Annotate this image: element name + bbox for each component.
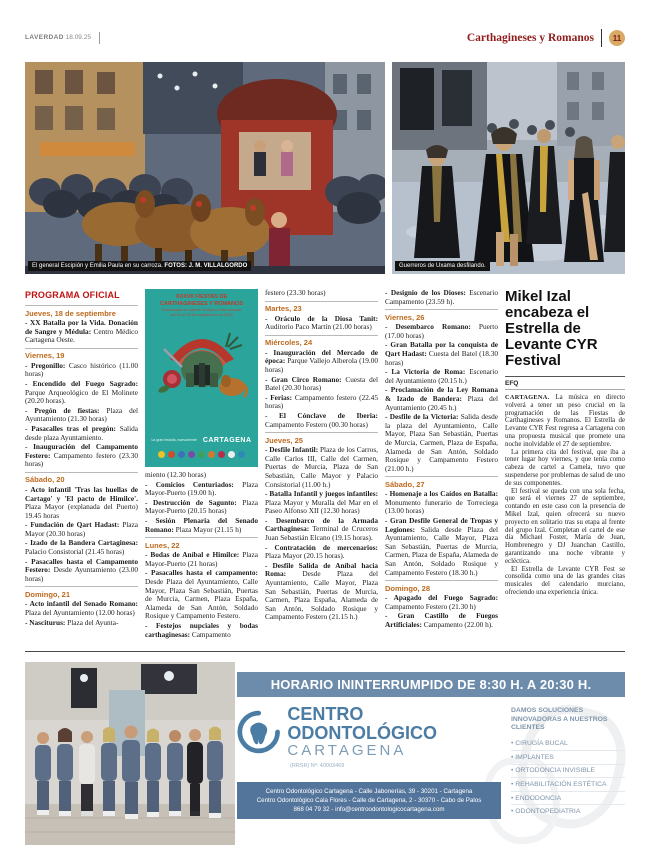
program-entry: - Gran Castillo de Fuegos Artificiales: Campamento (22.00 h). (385, 611, 498, 629)
sponsor-logos (145, 445, 258, 463)
photo-caption-right (395, 261, 490, 271)
program-day-section (25, 348, 138, 469)
program-column-body (385, 289, 498, 630)
program-entry: - Inauguración del Campamento Festero: Campamento festero (23.30 horas) (25, 442, 138, 469)
header-divider (601, 29, 602, 47)
poster-tagline: La gran historia, nuevamente (151, 438, 197, 443)
contact-line[interactable]: 868 04 79 32 - info@centroodontologicocartagena.com (293, 806, 445, 813)
address-line: Centro Odontológico Cala Flores - Calle de Cartagena, 2 - 30370 - Cabo de Palos (256, 797, 482, 804)
sponsor-logo (168, 451, 175, 458)
program-day-section (265, 432, 378, 622)
ad-identity-block (237, 705, 505, 819)
service-item: • IMPLANTES (511, 751, 625, 765)
program-column-body (145, 471, 258, 639)
service-item: • ORTODONCIA INVISIBLE (511, 765, 625, 779)
brand-and-date (25, 32, 100, 44)
program-column-2 (145, 289, 258, 648)
article-column (505, 289, 625, 648)
program-entry: - Pregón de fiestas: Plaza del Ayuntamiento (21.30 horas) (25, 405, 138, 424)
opening-hours-banner: HORARIO ININTERRUMPIDO DE 8:30 H. A 20:30 H. (237, 672, 625, 697)
program-day-section (145, 471, 258, 534)
program-day-section (25, 586, 138, 627)
program-entry-continuation: miento (12.30 horas) (145, 470, 206, 479)
newspaper-brand: LAVERDAD (25, 34, 64, 41)
article-paragraph: La primera cita del festival, que iba a tener lugar hoy viernes, y que tenía como cabeza de cartel a Camela, tuvo que suspenderse por problemas de salud de uno de sus componentes. (505, 448, 625, 487)
services-list (511, 738, 625, 819)
program-entry: - Pasacalles tras el pregón: Salida desde plaza Ayuntamiento. (25, 423, 138, 442)
sponsor-logo (228, 451, 235, 458)
poster-helmet-illustration (152, 319, 252, 411)
program-entry: - Batalla Infantil y juegos infantiles: Plaza Mayor y Muralla del Mar en el Paseo Alfonso XII (12.30 horas) (265, 489, 378, 516)
sponsor-logo (158, 451, 165, 458)
program-entry: - Contratación de mercenarios: Plaza Mayor (20.15 horas). (265, 542, 378, 561)
program-day-section (385, 476, 498, 577)
program-entry: - Proclamación de la Ley Romana & Izado de Bandera: Plaza del Ayuntamiento (20.45 h.) (385, 385, 498, 412)
program-entry: - XX Batalla por la Vida. Donación de Sangre y Médula: Centro Médico Cartagena Oeste. (25, 318, 138, 345)
program-entry: - Acto infantil 'Tras las huellas de Cartago' y 'El pacto de Himilce'. Plaza Mayor (explanada del Puerto) 19.45 horas (25, 484, 138, 520)
program-entry: - Fundación de Qart Hadast: Plaza Mayor (20.30 horas) (25, 520, 138, 538)
poster-city: CARTAGENA (202, 436, 252, 444)
article-byline: EFQ (505, 376, 625, 390)
section-header (467, 29, 625, 47)
content-ad-divider (25, 651, 625, 652)
program-entry: - Festejos nupciales y bodas carthaginesas: Campamento (145, 620, 258, 639)
registry-number: (RRSR) Nº: 40003469 (290, 763, 345, 769)
day-heading: Viernes, 26 (385, 312, 425, 322)
sponsor-logo (208, 451, 215, 458)
article-paragraph: El Estrella de Levante CYR Fest se consolida como una de las grandes citas musicales del calendario murciano, ofreciendo una experiencia única. (505, 565, 625, 596)
program-column-3 (265, 289, 378, 648)
address-box (237, 782, 501, 819)
program-entry: - El Cónclave de Iberia: Campamento Festero (00.30 horas) (265, 410, 378, 429)
article-headline: Mikel Izal encabeza el Estrella de Levante CYR Festival (505, 289, 598, 369)
festival-poster (145, 289, 258, 467)
caption-credit: FOTOS: J. M. VILLALGORDO (164, 263, 248, 269)
day-heading: Domingo, 28 (385, 583, 431, 593)
sponsor-logo (198, 451, 205, 458)
day-heading: Lunes, 22 (145, 540, 180, 550)
day-heading: Miércoles, 24 (265, 338, 313, 348)
article-paragraph: El festival se queda con una sola fecha, que será el viernes 27 de septiembre, contando en este caso con la presencia de Mikel Izal, quien ofrecerá su nuevo proyecto en solitario tras su etapa al frente del grupo Izal. Completan el cartel de ese día Michael Foster, María de Juan, Hombrenegro y DJ Juanchan Castillo, garantizando una noche vibrante y ecléctica. (505, 487, 625, 565)
photo-caption-left (28, 261, 251, 271)
article-body (505, 394, 625, 597)
program-entry: - Acto infantil del Senado Romano: Plaza del Ayuntamiento (12.00 horas) (25, 599, 138, 618)
clinic-city: CARTAGENA (287, 742, 407, 759)
program-day-section (25, 305, 138, 345)
day-heading: Martes, 23 (265, 304, 302, 314)
program-entry: - Apagado del Fuego Sagrado: Campamento Festero (21.30 h) (385, 593, 498, 611)
page-number-badge: 11 (609, 30, 625, 46)
clinic-team-photo (25, 662, 235, 845)
dateline: CARTAGENA. (505, 394, 556, 401)
sponsor-logo (218, 451, 225, 458)
program-title: PROGRAMA OFICIAL (25, 290, 120, 300)
ad-main-row (237, 705, 625, 819)
day-heading: Jueves, 18 de septiembre (25, 308, 116, 318)
program-entry: - Pasacalles hasta el Campamento Festero: Desde Ayuntamiento (23.00 horas) (25, 556, 138, 583)
program-entry: - Nasciturus: Plaza del Ayunta- (25, 617, 119, 627)
day-heading: Sábado, 27 (385, 479, 425, 489)
program-day-section (265, 289, 378, 298)
program-entry: - Sesión Plenaria del Senado Romano: Plaza Mayor (21.15 h) (145, 515, 258, 534)
services-block (505, 705, 625, 819)
program-entry: - Pasacalles hasta el campamento: Desde Plaza del Ayuntamiento, Calle Mayor, Plaza San Sebastián, Puertas de Murcia, Carmen, Plaza España, Alameda de San Antón, Soldado Rosique y Campamento Festero. (145, 568, 258, 621)
masthead (25, 28, 625, 48)
main-content (25, 289, 625, 648)
program-day-section (385, 309, 498, 473)
day-heading: Sábado, 20 (25, 475, 65, 485)
article-paragraph: CARTAGENA. La música en directo volverá a tener un peso crucial en la programación de las Fiestas de Carthagineses y Romanos. El Estrella de Levante CYR Fest regresa a Cartagena con una propuesta musical que promete una noche inolvidable el 27 de septiembre. (505, 394, 625, 448)
day-heading: Viernes, 19 (25, 351, 65, 361)
program-entry: - Pregonillo: Casco histórico (11.00 horas) (25, 360, 138, 379)
program-entry: - Designio de los Dioses: Escenario Campamento (23.59 h). (385, 289, 498, 306)
parade-carriage-photo (25, 62, 385, 274)
program-entry: - Homenaje a los Caídos en Batalla: Monumento funerario de Torreciega (13.00 horas) (385, 489, 498, 516)
program-entry: - Desfile Salida de Aníbal hacia Roma: Desde Plaza del Ayuntamiento, Calle Mayor, Plaza San Sebastián, Puertas de Murcia, Carmen, Plaza España, Alameda de San Antón, Soldado Rosique y Campamento Festero (21.15 h.) (265, 560, 378, 622)
service-item: • CIRUGÍA BUCAL (511, 738, 625, 752)
day-heading: Jueves, 25 (265, 435, 303, 445)
program-entry: - Comicios Centuriados: Plaza Mayor-Puerto (19.00 h). (145, 479, 258, 498)
poster-dates: del 19 al 28 de septiembre de 2025 (170, 312, 233, 317)
program-column-4 (385, 289, 498, 648)
warriors-scene-illustration (392, 62, 625, 274)
program-entry: - La Victoria de Roma: Escenario del Ayuntamiento (20.15 h.) (385, 367, 498, 385)
program-entry: - Gran Desfile General de Tropas y Legiones: Salida desde Plaza del Ayuntamiento, Calle Mayor, Plaza San Sebastián, Puertas de Murcia, Carmen, Plaza de España, Alameda de San Antón, Soldado Rosique y Campamento Festero (18.30 h.) (385, 516, 498, 577)
service-item: • REHABILITACIÓN ESTÉTICA (511, 778, 625, 792)
clinic-name: CENTRO ODONTOLÓGICO (287, 704, 438, 743)
address-line: Centro Odontológico Cartagena - Calle Jabonerías, 39 - 30201 - Cartagena (265, 788, 473, 795)
parade-carriage-scene-illustration (25, 62, 385, 274)
program-column-body (25, 305, 138, 627)
tooth-logo-icon (237, 709, 280, 755)
dental-clinic-ad (25, 660, 625, 848)
program-entry: - Desembarco de la Armada Carthaginesa: Terminal de Cruceros Juan Sebastián Elcano (19.15 horas). (265, 515, 378, 543)
program-day-section (265, 301, 378, 332)
program-entry: - Encendido del Fuego Sagrado: Parque Arqueológico de El Molinete (20.20 horas). (25, 378, 138, 406)
poster-title-line2: CARTHAGINESES Y ROMANOS (160, 300, 243, 307)
warriors-parade-photo (392, 62, 625, 274)
program-entry: - Izado de la Bandera Cartaginesa: Palacio Consistorial (21.45 horas) (25, 538, 138, 557)
program-entry: - Desembarco Romano: Puerto (17.00 horas) (385, 322, 498, 340)
program-entry: - Bodas de Aníbal e Himilce: Plaza Mayor-Puerto (21 horas) (145, 550, 258, 568)
program-entry: - Desfile de la Victoria: Salida desde la plaza del Ayuntamiento, Calle Mayor, Plaza San Sebastián, Puertas de Murcia, Carmen, Plaza de España, Alameda de San Antón, Soldado Rosique y Campamento Festero (21.00 h.) (385, 412, 498, 473)
program-day-section (385, 580, 498, 629)
poster-subtitle: Declaradas de Interés Turístico Internacional (161, 307, 242, 312)
day-heading: Domingo, 21 (25, 589, 71, 599)
service-item: • ENDODONCIA (511, 792, 625, 806)
sponsor-logo (188, 451, 195, 458)
program-entry: - Destrucción de Sagunto: Plaza Mayor-Puerto (20.15 horas) (145, 497, 258, 516)
service-item: • ODONTOPEDIATRIA (511, 808, 581, 816)
edition-date: 18.09.25 (65, 34, 91, 41)
program-column-body (265, 289, 378, 622)
poster-title-line1: XXXVII FIESTAS DE (175, 294, 228, 300)
program-day-section (385, 289, 498, 306)
caption-text: El general Escipión y Emilia Paula en su carroza. (32, 263, 165, 269)
program-entry: - Inauguración del Mercado de época: Parque Vallejo Alberola (19.00 horas) (265, 347, 378, 374)
program-entry: - Oráculo de la Diosa Tanit: Auditorio Paco Martín (21.00 horas) (265, 313, 378, 332)
ad-right-panel (237, 660, 625, 848)
program-day-section (25, 472, 138, 584)
program-entry: - Ferias: Campamento festero (22.45 horas) (265, 392, 378, 411)
program-day-section (145, 537, 258, 639)
program-column-1 (25, 289, 138, 648)
program-entry-continuation: festero (23.30 horas) (265, 289, 326, 297)
program-entry: - Desfile Infantil: Plaza de los Carros, Calle Carlos III, Calle del Carmen, Puertas de Murcia, Plaza de San Sebastián, Calle Mayor y Palacio Consistorial (11.00 h.) (265, 445, 378, 489)
program-entry: - Gran Batalla por la conquista de Qart Hadast: Cuesta del Batel (18.30 horas) (385, 340, 498, 367)
program-day-section (265, 335, 378, 429)
program-entry: - Gran Circo Romano: Cuesta del Batel (20.30 horas) (265, 374, 378, 393)
sponsor-logo (238, 451, 245, 458)
sponsor-logo (178, 451, 185, 458)
section-title: Carthagineses y Romanos (466, 32, 594, 44)
services-title: DAMOS SOLUCIONES INNOVADORAS A NUESTROS CLIENTES (511, 707, 608, 731)
clinic-team-illustration (25, 662, 235, 845)
caption-text: Guerreros de Uxama desfilando. (399, 263, 486, 269)
